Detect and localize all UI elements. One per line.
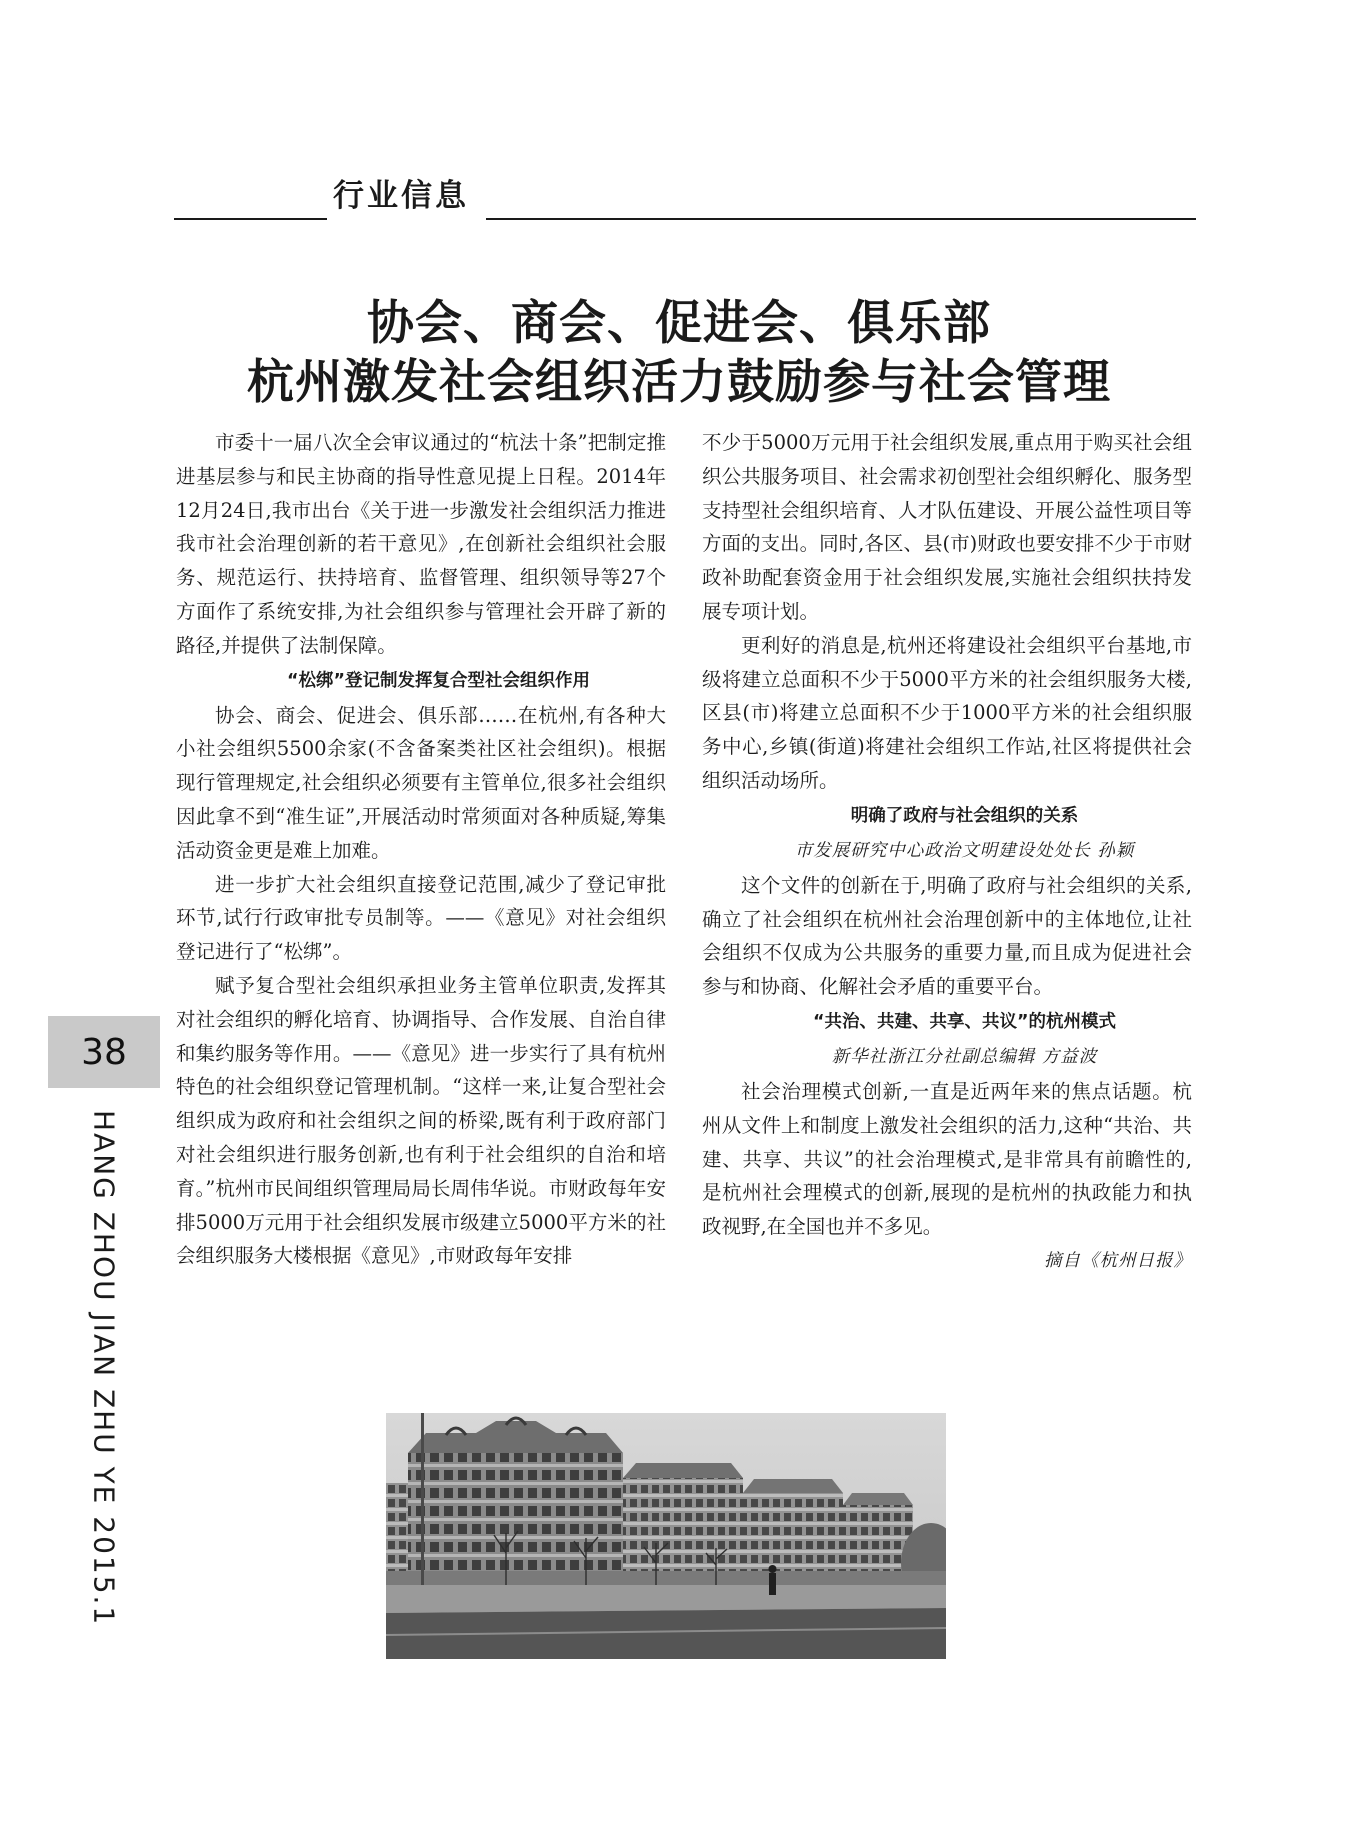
subheading: “共治、共建、共享、共议”的杭州模式: [812, 1011, 1116, 1032]
paragraph: 进一步扩大社会组织直接登记范围,减少了登记审批环节,试行行政审批专员制等。——《意见》对社会组织登记进行了“松绑”。: [176, 872, 666, 964]
subheading: “松绑”登记制发挥复合型社会组织作用: [286, 670, 590, 691]
byline: 市发展研究中心政治文明建设处处长 孙颖: [794, 840, 1135, 861]
paragraph: 不少于5000万元用于社会组织发展,重点用于购买社会组织公共服务项目、社会需求初创型社会组织孵化、服务型支持型社会组织培育、人才队伍建设、开展公益性项目等方面的支出。同时,各区、县(市)财政也要安排不少于市财政补助配套资金用于社会组织发展,实施社会组织扶持发展专项计划。: [702, 431, 1192, 623]
paragraph: 社会治理模式创新,一直是近两年来的焦点话题。杭州从文件上和制度上激发社会组织的活力,这种“共治、共建、共享、共议”的社会治理模式,是非常具有前瞻性的,是杭州社会理模式的创新,展现的是杭州的执政能力和执政视野,在全国也并不多见。: [702, 1079, 1192, 1239]
paragraph: 赋予复合型社会组织承担业务主管单位职责,发挥其对社会组织的孵化培育、协调指导、合作发展、自治自律和集约服务等作用。——《意见》进一步实行了具有杭州特色的社会组织登记管理机制。“这样一来,让复合型社会组织成为政府和社会组织之间的桥梁,既有利于政府部门对社会组织进行服务创新,也有利于社会组织的自治和培育。”杭州市民间组织管理局局长周伟华说。市财政每年安排5000万元用于社会组织发展市级建立5000平方米的社会组织服务大楼根据《意见》,市财政每年安排: [176, 973, 666, 1268]
subheading: 明确了政府与社会组织的关系: [850, 805, 1079, 826]
paragraph: 这个文件的创新在于,明确了政府与社会组织的关系,确立了社会组织在杭州社会治理创新中的主体地位,让社会组织不仅成为公共服务的重要力量,而且成为促进社会参与和协商、化解社会矛盾的重要平台。: [702, 873, 1192, 999]
apartment-buildings-photo: [386, 1413, 946, 1659]
paragraph: 更利好的消息是,杭州还将建设社会组织平台基地,市级将建立总面积不少于5000平方米的社会组织服务大楼,区县(市)将建立总面积不少于1000平方米的社会组织服务中心,乡镇(街道)将建社会组织工作站,社区将提供社会组织活动场所。: [702, 633, 1192, 792]
section-label: 行业信息: [333, 178, 469, 214]
section-rule-right: [486, 218, 1196, 220]
magazine-issue-vertical: HANG ZHOU JIAN ZHU YE 2015.1: [87, 1110, 121, 1627]
paragraph: 市委十一届八次全会审议通过的“杭法十条”把制定推进基层参与和民主协商的指导性意见提上日程。2014年12月24日,我市出台《关于进一步激发社会组织活力推进我市社会治理创新的若干意见》,在创新社会组织社会服务、规范运行、扶持培育、监督管理、组织领导等27个方面作了系统安排,为社会组织参与管理社会开辟了新的路径,并提供了法制保障。: [176, 431, 666, 657]
byline: 新华社浙江分社副总编辑 方益波: [831, 1046, 1098, 1067]
page-number-box: [48, 1016, 160, 1088]
article-title-line2: 杭州激发社会组织活力鼓励参与社会管理: [247, 355, 1111, 410]
page-number: 38: [81, 1031, 127, 1073]
article-title-line1: 协会、商会、促进会、俱乐部: [367, 296, 991, 351]
source-credit: 摘自《杭州日报》: [1044, 1250, 1192, 1271]
paragraph: 协会、商会、促进会、俱乐部……在杭州,有各种大小社会组织5500余家(不含备案类社区社会组织)。根据现行管理规定,社会组织必须要有主管单位,很多社会组织因此拿不到“准生证”,开展活动时常须面对各种质疑,筹集活动资金更是难上加难。: [176, 703, 666, 862]
article-column-right: [702, 426, 1192, 1278]
section-rule-left: [174, 218, 327, 220]
article-column-left: [176, 426, 666, 1273]
